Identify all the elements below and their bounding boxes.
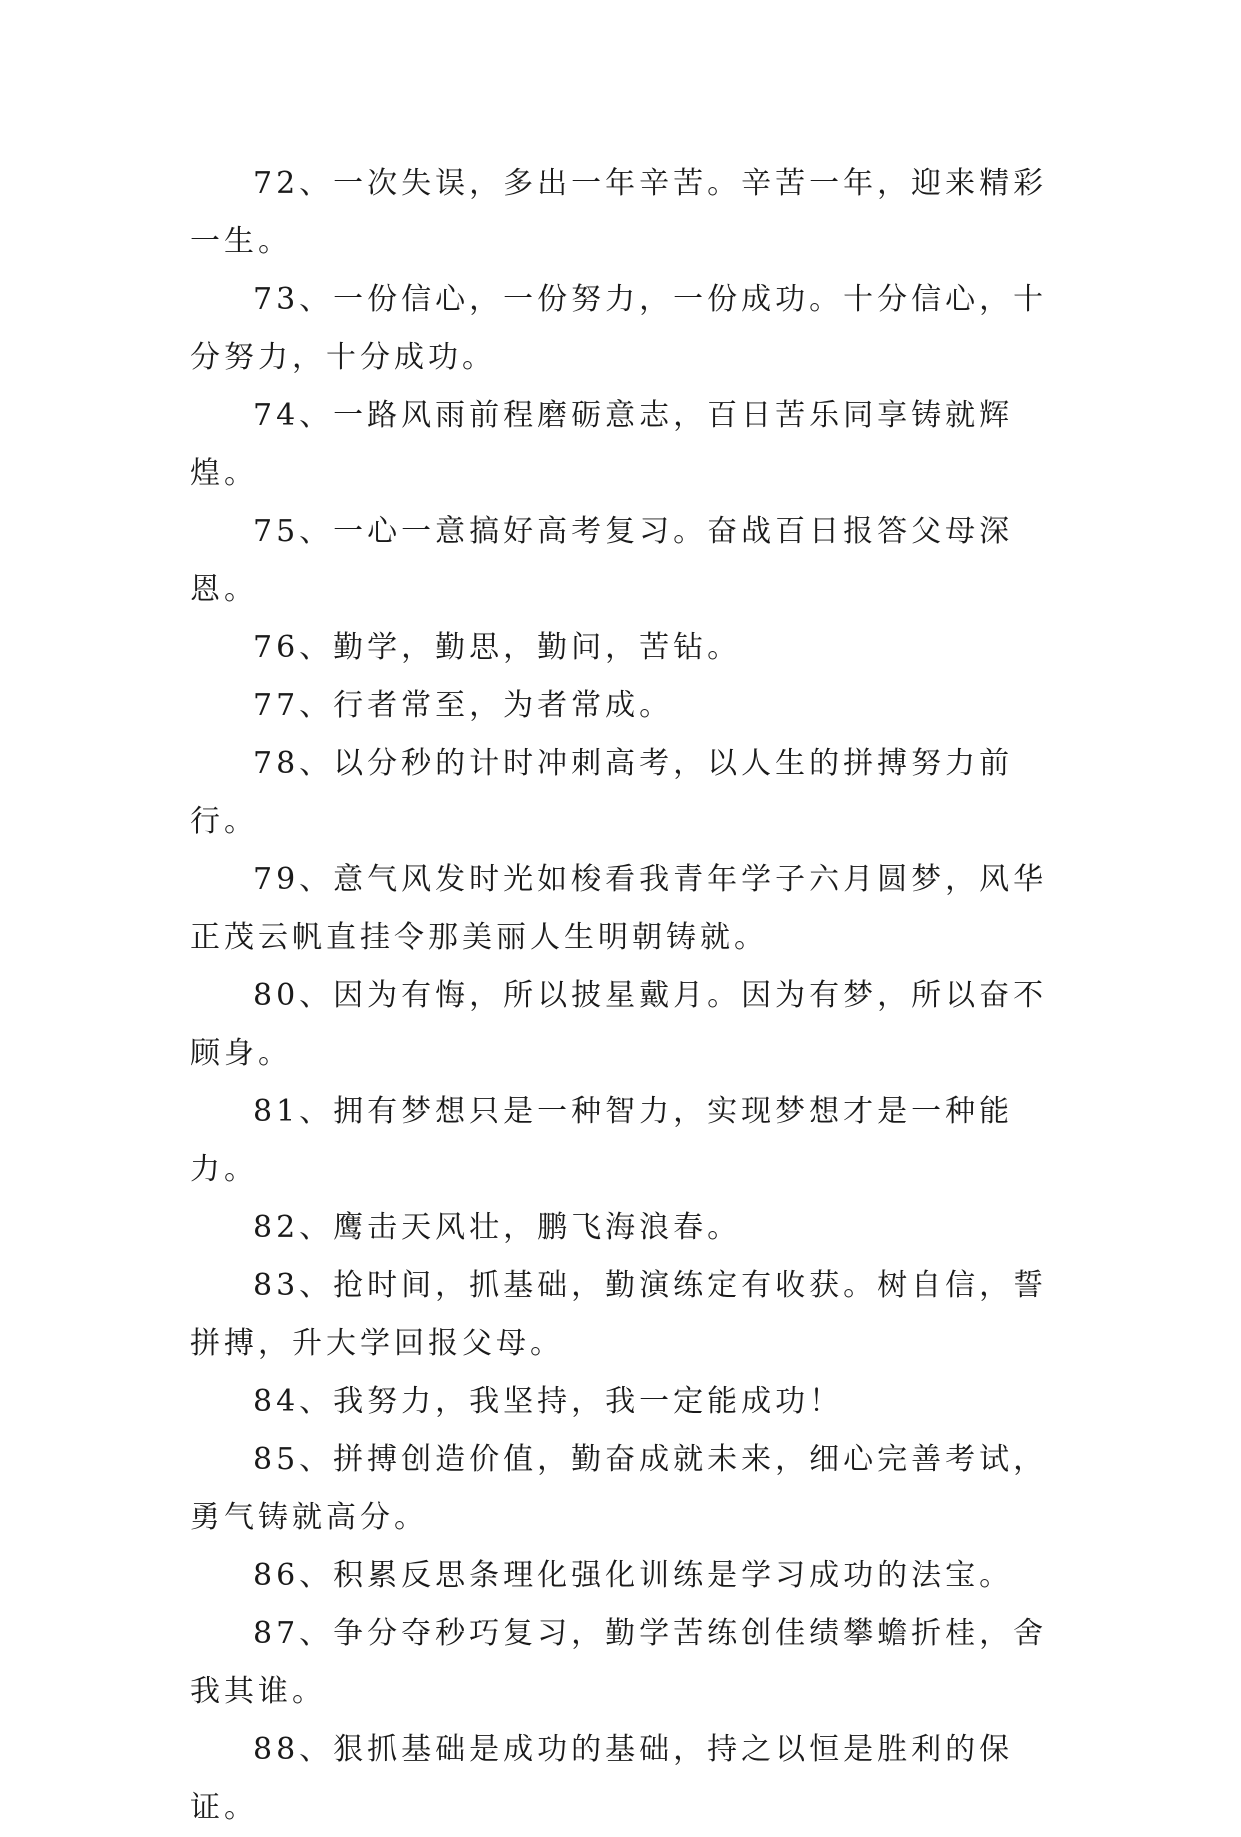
paragraph-79: 79、意气风发时光如梭看我青年学子六月圆梦，风华正茂云帆直挂令那美丽人生明朝铸就。: [190, 862, 1048, 955]
paragraph-84: 84、我努力，我坚持，我一定能成功！: [253, 1384, 844, 1419]
paragraph-80: 80、因为有悔，所以披星戴月。因为有梦，所以奋不顾身。: [190, 978, 1048, 1071]
paragraph-83: 83、抢时间，抓基础，勤演练定有收获。树自信，誓拼搏，升大学回报父母。: [190, 1268, 1048, 1361]
paragraph-72: 72、一次失误，多出一年辛苦。辛苦一年，迎来精彩一生。: [190, 166, 1048, 259]
paragraph-87: 87、争分夺秒巧复习，勤学苦练创佳绩攀蟾折桂，舍我其谁。: [190, 1616, 1048, 1709]
paragraph-78: 78、以分秒的计时冲刺高考，以人生的拼搏努力前行。: [190, 746, 1014, 839]
paragraph-88: 88、狠抓基础是成功的基础，持之以恒是胜利的保证。: [190, 1732, 1014, 1825]
paragraph-75: 75、一心一意搞好高考复习。奋战百日报答父母深恩。: [190, 514, 1014, 607]
paragraph-81: 81、拥有梦想只是一种智力，实现梦想才是一种能力。: [190, 1094, 1014, 1187]
paragraph-85: 85、拼搏创造价值，勤奋成就未来，细心完善考试，勇气铸就高分。: [190, 1442, 1048, 1535]
paragraph-73: 73、一份信心，一份努力，一份成功。十分信心，十分努力，十分成功。: [190, 282, 1048, 375]
paragraph-82: 82、鹰击天风壮，鹏飞海浪春。: [253, 1210, 742, 1245]
paragraph-74: 74、一路风雨前程磨砺意志，百日苦乐同享铸就辉煌。: [190, 398, 1014, 491]
paragraph-77: 77、行者常至，为者常成。: [253, 688, 674, 723]
paragraph-76: 76、勤学，勤思，勤问，苦钻。: [253, 630, 742, 665]
document-body: [190, 155, 1070, 1837]
paragraph-86: 86、积累反思条理化强化训练是学习成功的法宝。: [253, 1558, 1014, 1593]
